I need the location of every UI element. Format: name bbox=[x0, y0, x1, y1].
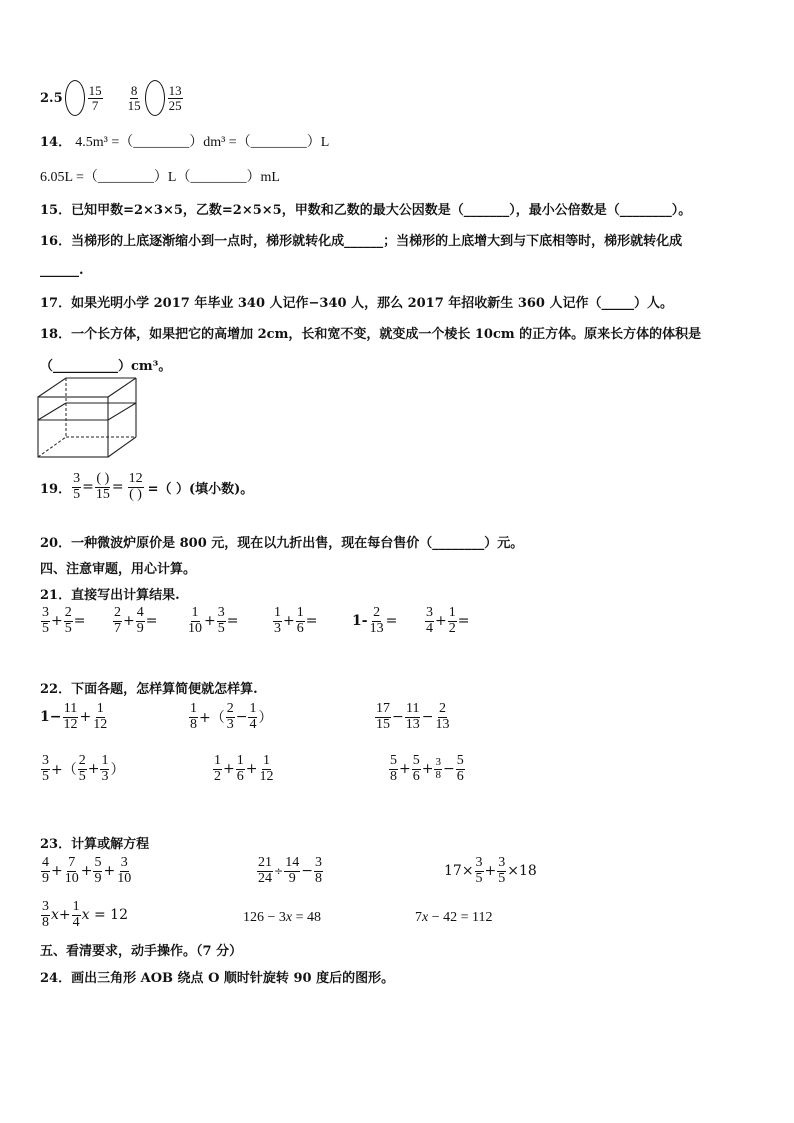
q21-items bbox=[40, 606, 504, 636]
q22-expr-6: $\frac{5}{8}$ + $\frac{5}{6}$ + $\frac{3}{8}$ − $\frac{5}{6}$ bbox=[390, 753, 464, 784]
q23-equation-2: 126 − 3x = 48 bbox=[243, 910, 322, 925]
cuboid-figure bbox=[36, 375, 140, 459]
q22-expr-3: $\frac{17}{15}$ − $\frac{11}{13}$ − $\frac{2}{13}$ bbox=[376, 701, 450, 732]
q21-item: $\frac{1}{3}$ + $\frac{1}{6}$ = bbox=[274, 605, 318, 636]
answer-ellipse-2[interactable] bbox=[145, 80, 165, 116]
question-14-line2: 6.05L =（________）L（________）mL bbox=[40, 170, 280, 185]
section-5-heading: 五、看清要求，动手操作。（7 分） bbox=[40, 944, 243, 959]
question-23: 23．计算或解方程 bbox=[40, 837, 150, 852]
question-22: 22．下面各题，怎样算简便就怎样算. bbox=[40, 682, 258, 697]
question-16-line2: ______. bbox=[40, 263, 84, 278]
q23-expr-2: $\frac{21}{24}$ ÷ $\frac{14}{9}$ − $\frac{3}{8}$ bbox=[258, 855, 322, 886]
q23-equation-3: 7x − 42 = 112 bbox=[415, 910, 493, 925]
question-20: 20．一种微波炉原价是 800 元，现在以九折出售，现在每台售价（________）元。 bbox=[40, 536, 524, 551]
section-4-heading: 四、注意审题，用心计算。 bbox=[40, 562, 197, 577]
question-24: 24．画出三角形 AOB 绕点 O 顺时针旋转 90 度后的图形。 bbox=[40, 971, 395, 986]
q21-item: $\frac{1}{10}$ + $\frac{3}{5}$ = bbox=[188, 605, 239, 636]
q22-expr-4: $\frac{3}{5}$ +（ $\frac{2}{5}$ + $\frac{1}{3}$ ） bbox=[42, 753, 125, 784]
question-18-line2: （__________）cm³。 bbox=[40, 359, 172, 374]
question-14: 14． 4.5m³ =（________）dm³ =（________）L bbox=[40, 135, 330, 150]
question-17: 17．如果光明小学 2017 年毕业 340 人记作−340 人，那么 2017 年招收新生 360 人记作（_____）人。 bbox=[40, 296, 673, 311]
q22-expr-2: $\frac{1}{8}$ +（ $\frac{2}{3}$ − $\frac{1}{4}$ ） bbox=[190, 701, 273, 732]
question-16: 16．当梯形的上底逐渐缩小到一点时，梯形就转化成______；当梯形的上底增大到与下底相等时，梯形就转化成 bbox=[40, 234, 683, 249]
q21-item: $\frac{3}{5}$ + $\frac{2}{5}$ = bbox=[42, 605, 86, 636]
question-15: 15．已知甲数=2×3×5，乙数=2×5×5，甲数和乙数的最大公因数是（_______），最小公倍数是（________）。 bbox=[40, 203, 692, 218]
q23-equation-1: $\frac{3}{8}$ x + $\frac{1}{4}$ x = 12 bbox=[42, 899, 128, 930]
question-19: 19． $\frac{3}{5}$ = $\frac{( )}{15}$ = $\frac{12}{( )}$ =（ ）(填小数)。 bbox=[40, 471, 254, 502]
q22-expr-1: 1− $\frac{11}{12}$ + $\frac{1}{12}$ bbox=[40, 701, 108, 732]
question-18: 18．一个长方体，如果把它的高增加 2cm，长和宽不变，就变成一个棱长 10cm 的正方体。原来长方体的体积是 bbox=[40, 327, 702, 342]
answer-ellipse-1[interactable] bbox=[65, 80, 85, 116]
q13-compare: 2.5 $\frac{15}{7}$ $\frac{8}{15}$ $\frac{13}{25}$ bbox=[40, 80, 184, 116]
q23-expr-3: 17× $\frac{3}{5}$ + $\frac{3}{5}$ ×18 bbox=[444, 855, 537, 886]
q21-item: $\frac{2}{7}$ + $\frac{4}{9}$ = bbox=[114, 605, 158, 636]
q21-item: $\frac{3}{4}$ + $\frac{1}{2}$ = bbox=[426, 605, 470, 636]
q22-expr-5: $\frac{1}{2}$ + $\frac{1}{6}$ + $\frac{1}{12}$ bbox=[214, 753, 274, 784]
q23-expr-1: $\frac{4}{9}$ + $\frac{7}{10}$ + $\frac{5}{9}$ + $\frac{3}{10}$ bbox=[42, 855, 132, 886]
question-21: 21．直接写出计算结果. bbox=[40, 588, 180, 603]
q21-item: 1- $\frac{2}{13}$ = bbox=[352, 605, 398, 636]
